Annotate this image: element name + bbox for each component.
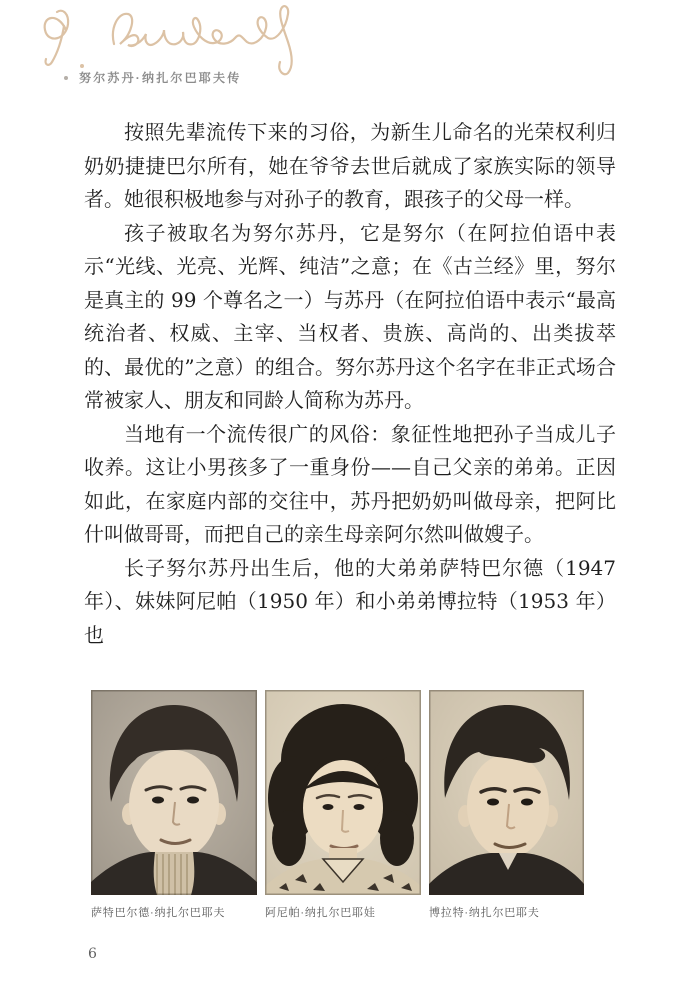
paragraph-3: 当地有一个流传很广的风俗：象征性地把孙子当成儿子收养。这让小男孩多了一重身份——自己父亲的弟弟。正因如此，在家庭内部的交往中，苏丹把奶奶叫做母亲，把阿比什叫做哥哥，而把自己的亲生母亲阿尔然叫做嫂子。: [84, 421, 616, 546]
photo-satybaldy: [91, 690, 257, 920]
body-text: [84, 116, 616, 652]
photo-caption: 阿尼帕·纳扎尔巴耶娃: [265, 907, 376, 919]
page-number: 6: [88, 946, 97, 962]
portrait-photo-man-2: [429, 690, 584, 895]
running-header: [64, 69, 241, 86]
book-title: 努尔苏丹·纳扎尔巴耶夫传: [79, 71, 242, 85]
photo-caption: 博拉特·纳扎尔巴耶夫: [429, 907, 540, 919]
paragraph-1: 按照先辈流传下来的习俗，为新生儿命名的光荣权利归奶奶捷捷巴尔所有，她在爷爷去世后就成了家族实际的领导者。她很积极地参与对孙子的教育，跟孩子的父母一样。: [84, 120, 616, 211]
paragraph-4: 长子努尔苏丹出生后，他的大弟弟萨特巴尔德（1947 年）、妹妹阿尼帕（1950 年）和小弟弟博拉特（1953 年）也: [84, 555, 616, 647]
photo-strip: [91, 690, 584, 920]
header-bullet-icon: [64, 76, 68, 80]
photo-bolat: [429, 690, 584, 920]
photo-anipa: [265, 690, 421, 920]
paragraph-2: 孩子被取名为努尔苏丹，它是努尔（在阿拉伯语中表示“光线、光亮、光辉、纯洁”之意；在《古兰经》里，努尔是真主的 99 个尊名之一）与苏丹（在阿拉伯语中表示“最高统治者、权威、主宰、当权者、贵族、高尚的、出类拔萃的、最优的”之意）的组合。努尔苏丹这个名字在非正式场合常被家人、朋友和同龄人简称为苏丹。: [84, 220, 616, 412]
portrait-photo-woman: [265, 690, 421, 895]
portrait-photo-man-1: [91, 690, 257, 895]
photo-caption: 萨特巴尔德·纳扎尔巴耶夫: [91, 907, 226, 919]
